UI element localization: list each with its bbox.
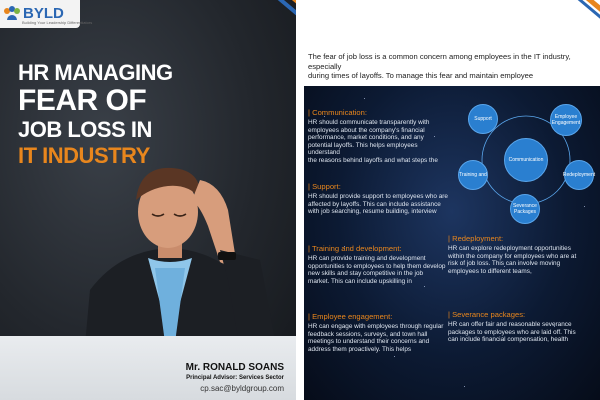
intro-line-2: during times of layoffs. To manage this fear and maintain employee <box>308 71 534 81</box>
diagram-node-support: Support <box>468 104 498 134</box>
section-engagement-body: HR can engage with employees through regular feedback sessions, surveys, and town hall meetings to understand their concerns and address them proactively. This helps <box>308 323 444 353</box>
intro-line-1: The fear of job loss is a common concern among employees in the IT industry, especially <box>308 52 571 71</box>
diagram-node-engagement: Employee Engagement <box>550 104 582 136</box>
section-support-body: HR should provide support to employees who are affected by layoffs. This can include assistance with job searching, resume building, interview <box>308 193 448 216</box>
diagram-node-severance: Severance Packages <box>510 194 540 224</box>
section-redeployment <box>448 234 596 275</box>
cover-title-line-2: FEAR OF <box>18 84 147 117</box>
author-name: Mr. RONALD SOANS <box>185 362 284 373</box>
byld-logo <box>0 0 93 28</box>
content-page <box>296 0 600 400</box>
cover-blue-stripe <box>264 0 296 27</box>
author-email[interactable]: cp.sac@byldgroup.com <box>200 384 284 393</box>
section-support <box>308 182 458 216</box>
cover-title-line-1: HR MANAGING <box>18 60 173 85</box>
cover-title-line-3: JOB LOSS IN <box>18 117 152 142</box>
diagram-node-center: Communication <box>504 138 548 182</box>
section-support-title: | Support: <box>308 182 341 191</box>
section-engagement <box>308 312 448 353</box>
section-severance-body: HR can offer fair and reasonable severance packages to employees who are laid off. This can include financial compensation, health <box>448 321 576 344</box>
diagram-node-training: Training and <box>458 160 488 190</box>
author-block <box>186 362 284 393</box>
strategy-cycle-diagram <box>456 100 596 230</box>
section-training-title: | Training and development: <box>308 244 402 253</box>
logo-brand: BYLD <box>23 5 64 22</box>
cover-title-line-4: IT INDUSTRY <box>18 143 150 168</box>
section-training <box>308 244 448 285</box>
section-communication-title: | Communication: <box>308 108 367 117</box>
author-role: Principal Advisor: Services Sector <box>186 375 284 381</box>
section-severance-title: | Severance packages: <box>448 310 526 319</box>
section-training-body: HR can provide training and development opportunities to employees to help them develop new skills and stay competitive in the job market. This can include upskilling in <box>308 255 446 285</box>
logo-tagline: Building Your Leadership Differentiators <box>22 20 93 25</box>
section-severance <box>448 310 596 344</box>
diagram-node-redeployment: Redeployment <box>564 160 594 190</box>
section-redeployment-title: | Redeployment: <box>448 234 504 243</box>
section-redeployment-body: HR can explore redeployment opportunities within the company for employees who are at risk of job loss. This can involve moving employees to different teams, <box>448 245 577 275</box>
section-engagement-title: | Employee engagement: <box>308 312 393 321</box>
night-sky-panel <box>304 86 600 400</box>
intro-paragraph <box>308 52 593 81</box>
section-communication <box>308 108 448 165</box>
section-communication-body: HR should communicate transparently with employees about the company's financial performance, market conditions, and any potential layoffs. This helps employees understand the reasons behind layoffs and what steps the <box>308 119 438 164</box>
cover-page <box>0 0 296 400</box>
logo-people-icon <box>4 6 20 22</box>
